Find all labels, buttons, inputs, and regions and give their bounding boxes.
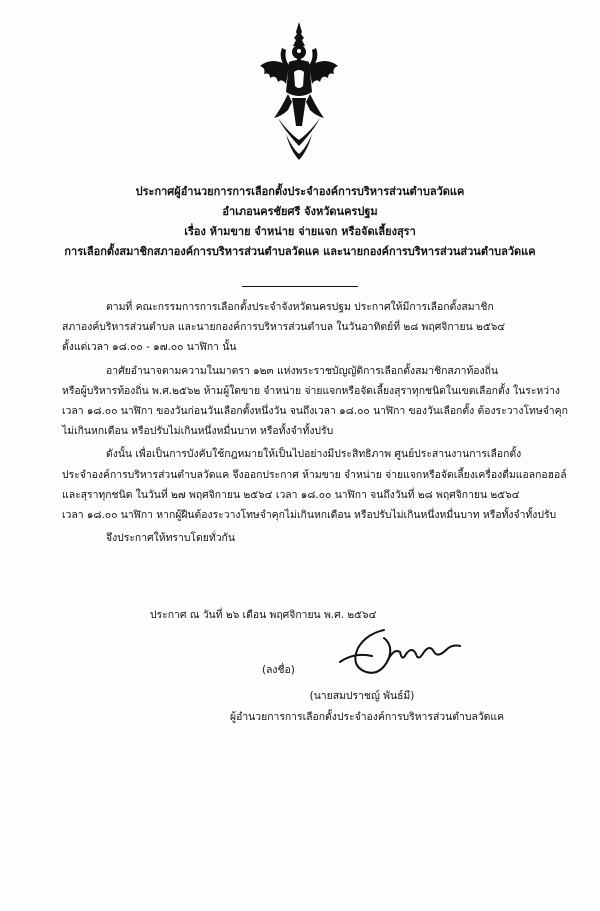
paragraph-line: สภาองค์บริหารส่วนตำบล และนายกองค์การบริหารส่วนตำบล ในวันอาทิตย์ที่ ๒๘ พฤศจิกายน ๒๕๖๔ bbox=[62, 321, 506, 334]
paragraph-line: เวลา ๑๘.๐๐ นาฬิกา ของวันก่อนวันเลือกตั้งหนึ่งวัน จนถึงเวลา ๑๘.๐๐ นาฬิกา ของวันเลือกตั้ง ต้องระวางโทษจำคุก bbox=[62, 405, 568, 418]
header-district: อำเภอนครชัยศรี จังหวัดนครปฐม bbox=[222, 205, 378, 218]
paragraph-line: และสุราทุกชนิด ในวันที่ ๒๗ พฤศจิกายน ๒๕๖๔ เวลา ๑๘.๐๐ นาฬิกา จนถึงวันที่ ๒๘ พฤศจิกายน ๒๕๖๔ bbox=[62, 488, 520, 501]
paragraph-2 bbox=[62, 361, 592, 442]
signature-label: (ลงชื่อ) bbox=[262, 664, 295, 676]
announcement-body bbox=[62, 297, 592, 551]
garuda-emblem bbox=[258, 22, 340, 162]
paragraph-line: ดังนั้น เพื่อเป็นการบังคับใช้กฎหมายให้เป็นไปอย่างมีประสิทธิภาพ ศูนย์ประสานงานการเลือกตั้ง bbox=[106, 448, 522, 461]
closing-paragraph bbox=[62, 528, 592, 548]
signatory-position: ผู้อำนวยการการเลือกตั้งประจำองค์การบริหารส่วนตำบลวัดแค bbox=[230, 711, 505, 723]
announcement-header bbox=[20, 182, 580, 262]
paragraph-line: ประจำองค์การบริหารส่วนตำบลวัดแค จึงออกประกาศ ห้ามขาย จำหน่าย จ่ายแจกหรือจัดเลี้ยงเครื่องดื่มแอลกอฮอล์ bbox=[62, 468, 567, 481]
header-divider bbox=[242, 286, 358, 287]
header-subject: เรื่อง ห้ามขาย จำหน่าย จ่ายแจก หรือจัดเลี้ยงสุรา bbox=[184, 225, 416, 238]
signatory-name: (นายสมปราชญ์ พันธ์มี) bbox=[309, 690, 415, 702]
header-election: การเลือกตั้งสมาชิกสภาองค์การบริหารส่วนตำบลวัดแค และนายกองค์การบริหารส่วนส่วนตำบลวัดแค bbox=[64, 245, 536, 258]
paragraph-line: ไม่เกินหกเดือน หรือปรับไม่เกินหนึ่งหมื่นบาท หรือทั้งจำทั้งปรับ bbox=[62, 425, 334, 438]
paragraph-line: ตั้งแต่เวลา ๑๘.๐๐ - ๑๗.๐๐ นาฬิกา นั้น bbox=[62, 341, 237, 354]
paragraph-line: ตามที่ คณะกรรมการการเลือกตั้งประจำจังหวัดนครปฐม ประกาศให้มีการเลือกตั้งสมาชิก bbox=[106, 301, 494, 313]
closing-line: จึงประกาศให้ทราบโดยทั่วกัน bbox=[106, 532, 235, 545]
paragraph-line: อาศัยอำนาจตามความในมาตรา ๑๒๓ แห่งพระราชบัญญัติการเลือกตั้งสมาชิกสภาท้องถิ่น bbox=[106, 364, 499, 377]
paragraph-line: เวลา ๑๘.๐๐ นาฬิกา หากผู้ฝืนต้องระวางโทษจำคุกไม่เกินหกเดือน หรือปรับไม่เกินหนึ่งหมื่นบาท หรือทั้งจำทั้งปรับ bbox=[62, 509, 557, 522]
paragraph-3 bbox=[62, 444, 592, 525]
paragraph-1 bbox=[62, 297, 592, 358]
paragraph-line: หรือผู้บริหารท้องถิ่น พ.ศ.๒๕๖๒ ห้ามผู้ใดขาย จำหน่าย จ่ายแจกหรือจัดเลี้ยงสุราทุกชนิดในเขตเลือกตั้ง ในระหว่าง bbox=[62, 384, 561, 397]
header-title: ประกาศผู้อำนวยการการเลือกตั้งประจำองค์การบริหารส่วนตำบลวัดแค bbox=[135, 185, 465, 198]
handwritten-signature bbox=[336, 622, 464, 684]
announcement-date: ประกาศ ณ วันที่ ๒๖ เดือน พฤศจิกายน พ.ศ. ๒๕๖๔ bbox=[150, 609, 377, 621]
